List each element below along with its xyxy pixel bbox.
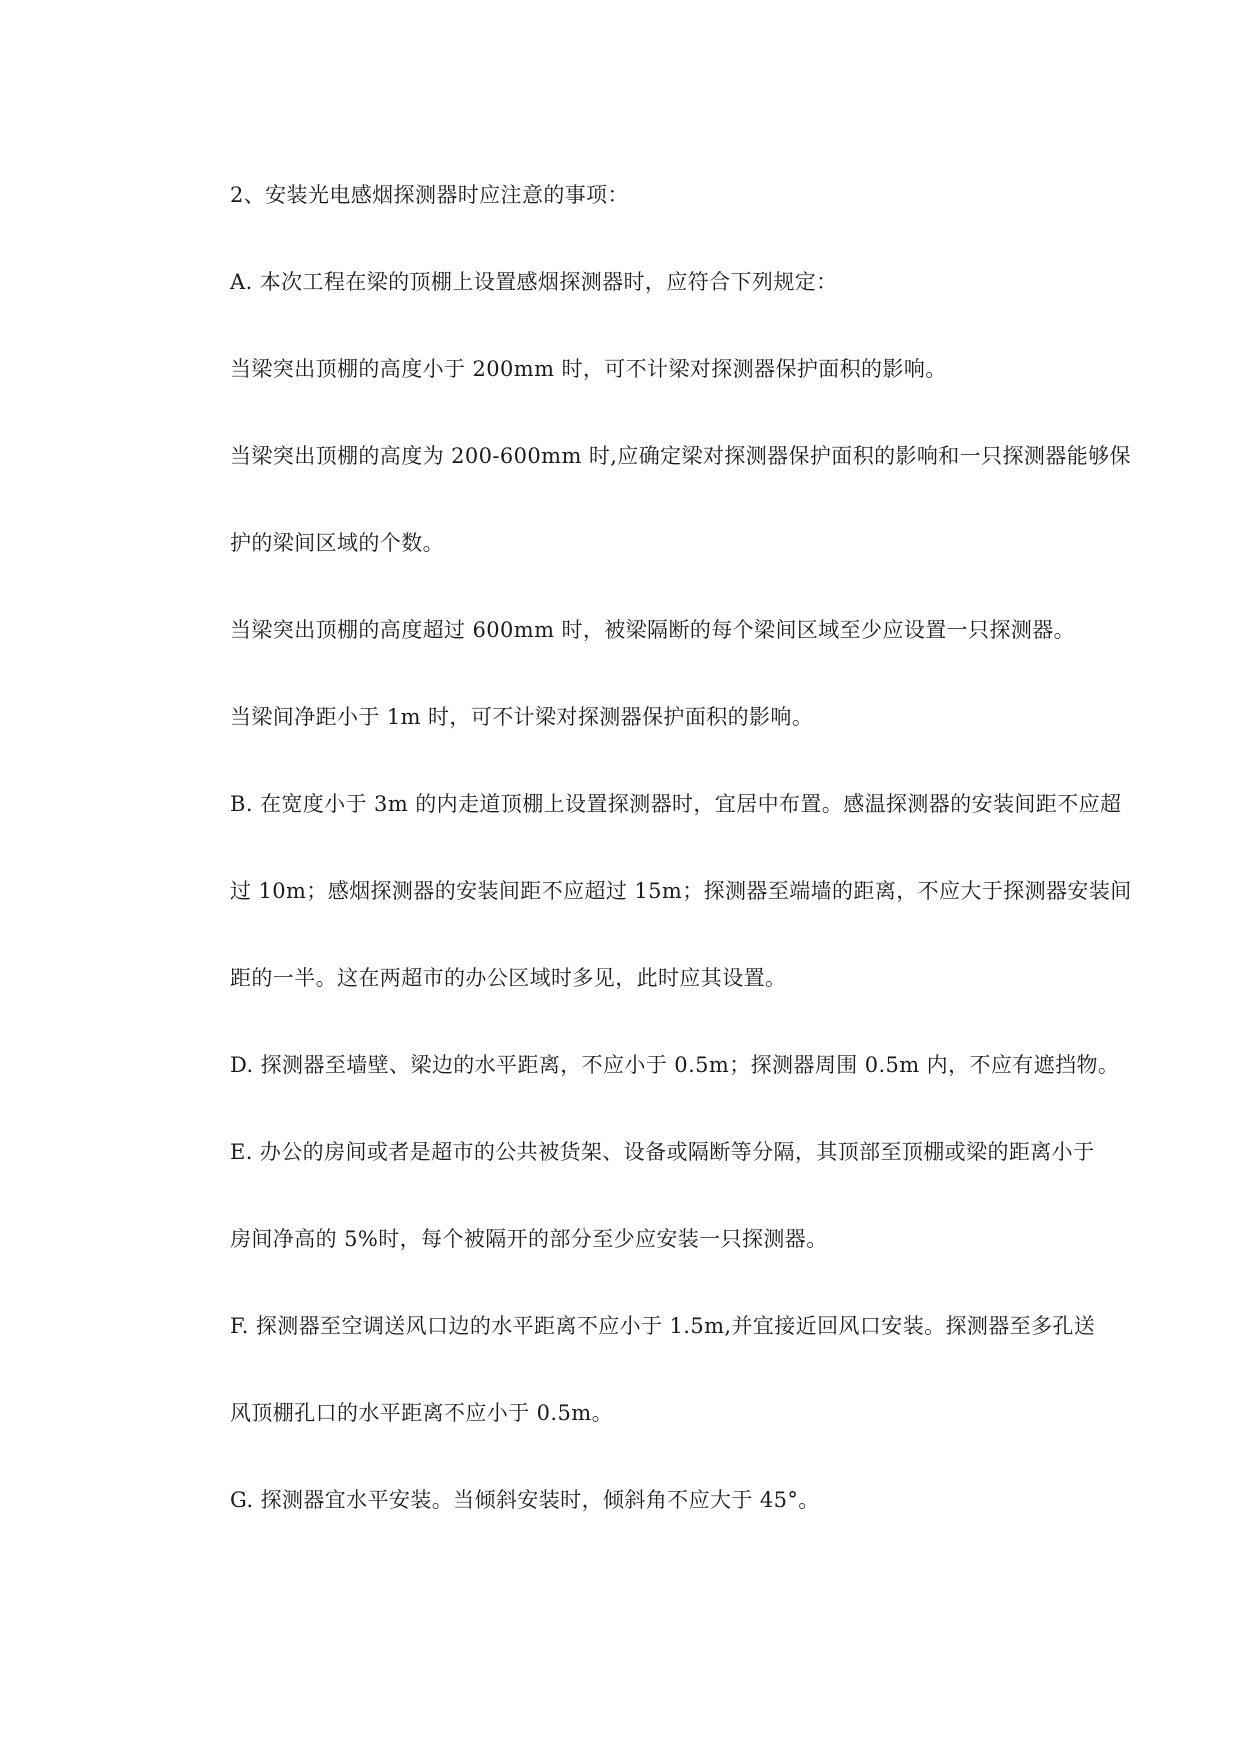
item-e-line: E. 办公的房间或者是超市的公共被货架、设备或隔断等分隔，其顶部至顶棚或梁的距离小于 xyxy=(230,1140,1095,1164)
item-b-line: B. 在宽度小于 3m 的内走道顶棚上设置探测器时，宜居中布置。感温探测器的安装间距不应超 xyxy=(230,792,1122,816)
item-d-line: D. 探测器至墙壁、梁边的水平距离，不应小于 0.5m；探测器周围 0.5m 内，不应有遮挡物。 xyxy=(230,1053,1120,1077)
item-e-line: 房间净高的 5%时，每个被隔开的部分至少应安装一只探测器。 xyxy=(230,1227,828,1251)
item-f-line: F. 探测器至空调送风口边的水平距离不应小于 1.5m,并宜接近回风口安装。探测器至多孔送 xyxy=(230,1314,1096,1338)
item-f-line: 风顶棚孔口的水平距离不应小于 0.5m。 xyxy=(230,1401,613,1425)
paragraph-line: 当梁突出顶棚的高度为 200-600mm 时,应确定梁对探测器保护面积的影响和一只探测器能够保 xyxy=(230,444,1131,468)
paragraph-line: 当梁突出顶棚的高度小于 200mm 时，可不计梁对探测器保护面积的影响。 xyxy=(230,357,947,381)
item-b-line: 过 10m；感烟探测器的安装间距不应超过 15m；探测器至端墙的距离，不应大于探测器安装间 xyxy=(230,879,1132,903)
item-g-line: G. 探测器宜水平安装。当倾斜安装时，倾斜角不应大于 45°。 xyxy=(230,1488,820,1512)
item-a-heading: A. 本次工程在梁的顶棚上设置感烟探测器时，应符合下列规定： xyxy=(230,270,838,294)
paragraph-line: 当梁突出顶棚的高度超过 600mm 时，被梁隔断的每个梁间区域至少应设置一只探测器。 xyxy=(230,618,1076,642)
paragraph-line: 当梁间净距小于 1m 时，可不计梁对探测器保护面积的影响。 xyxy=(230,705,814,729)
paragraph-line: 护的梁间区域的个数。 xyxy=(230,531,444,555)
section-heading: 2、安装光电感烟探测器时应注意的事项： xyxy=(230,183,629,207)
item-b-line: 距的一半。这在两超市的办公区域时多见，此时应其设置。 xyxy=(230,966,787,990)
